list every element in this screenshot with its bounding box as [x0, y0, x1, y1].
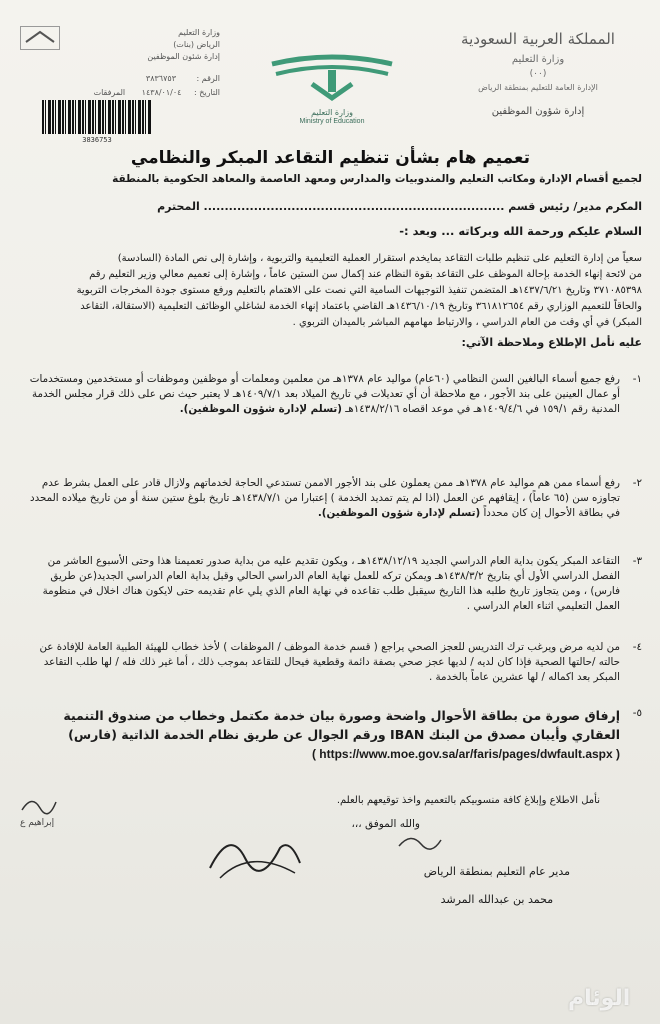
addressee: المكرم مدير/ رئيس قسم ........................................................................ المحترم	[157, 200, 642, 213]
arrow-stamp-icon	[20, 26, 60, 50]
date-value: ١٤٣٨/٠١/٠٤	[141, 88, 182, 97]
closing-phrase: والله الموفق ،،،	[351, 818, 420, 830]
item-number: ٥-	[632, 707, 642, 719]
list-item	[20, 476, 642, 521]
ministry-logo	[262, 50, 402, 130]
kingdom-name: المملكة العربية السعودية	[461, 30, 615, 48]
intro-line: المبكر) في أي وقت من العام الدراسي ، والارتباط مهامهم المباشر بالميدان التربوي .	[292, 317, 642, 328]
item-number: ٤-	[632, 641, 642, 653]
left-ministry: وزارة التعليم	[178, 28, 220, 37]
item-text: إرفاق صورة من بطاقة الأحوال واضحة وصورة بيان خدمة مكتمل وخطاب من صندوق التنمية العقاري وأيبان مصدق من البنك IBAN ورقم الجوال عن طريق نظام الخدمة الذاتية (فارس)	[63, 708, 620, 742]
logo-text-en: Ministry of Education	[299, 118, 365, 125]
date-label: التاريخ :	[193, 88, 220, 97]
intro-line: ٣٧١٠٨٥٣٩٨ وتاريخ ١٤٣٧/٦/٢١هـ المتضمن تنفيذ التوجيهات السامية التي نصت على الاهتمام بالتعليم ورفع مستوى جودة المخرجات التربوية	[76, 285, 642, 296]
recipients: لجميع أقسام الإدارة ومكاتب التعليم والمندوبيات والمدارس ومعهد العاصمة والمعاهد الحكومية بالمنطقة	[112, 173, 642, 185]
list-item	[20, 372, 642, 417]
left-region: الرياض (بنات)	[173, 40, 220, 49]
ministry-header	[438, 30, 638, 117]
section-name: إدارة شؤون الموظفين	[491, 106, 585, 117]
general-admin: الإدارة العامة للتعليم بمنطقة الرياض	[478, 83, 598, 92]
intro-line: والحاقاً للتعميم الوزاري رقم ٣٦١٨١٢٦٥٤ وتاريخ ١٤٣٦/١٠/١٩هـ القاضي باعتماد إنهاء الخدمة لشاغلي الوظائف التعليمية (الاستقالة، التقاعد	[80, 301, 642, 312]
initials-text: إبراهيم ع	[20, 818, 55, 828]
item-number: ٢-	[632, 477, 642, 489]
item-number: ٣-	[632, 555, 642, 567]
list-item	[20, 640, 642, 685]
intro-line: سعياً من إدارة التعليم على تنظيم طلبات التقاعد بمايخدم استقرار العملية التعليمية والتربوية ، وإشارة إلى نص المادة (السادسة)	[117, 253, 642, 264]
item-text: رفع أسماء ممن هم مواليد عام ١٣٧٨هـ ممن يعملون على بند الأجور الاممن تستدعي الحاجة لخدماتهم ولازال قادر على العمل بشرط عدم تجاوزه سن (٦٥ عاماً) ، إيقافهم عن العمل (اذا لم يتم تمديد الخدمة ) إعتبارا من ١٤٣٨/٧/١هـ تاريخ بلوغ ستين سنة أو من تاريخ ميلاده المحدد في بطاقة الأحوال إن كان محدداً	[30, 477, 620, 519]
left-dept: إدارة شئون الموظفين	[147, 52, 220, 61]
intro-line: من لائحة إنهاء الخدمة بإحالة الموظف على التقاعد بقوة النظام عند إكمال سن الستين عاماً ، وإشارة إلى تعميم معالي وزير التعليم رقم	[89, 269, 642, 280]
greeting: السلام عليكم ورحمة الله وبركاته ... وبعد :-	[399, 224, 642, 238]
closing-request: نأمل الاطلاع وإبلاغ كافة منسوبيكم بالتعميم واخذ توقيعهم بالعلم.	[336, 795, 600, 806]
item-text: التقاعد المبكر يكون بداية العام الدراسي الجديد ١٤٣٨/١٢/١٩هـ ، ويكون تقديم عليه من بداية صدور تعميمنا هذا وحتى الأسبوع العاشر من الفصل الدراسي الأول أي بتاريخ ١٤٣٨/٣/٢هـ ويمكن تركه للعمل نهاية العام الدراسي الحالي وقبل بداية العام الدراسي الجديد(عن طريق فارس) ، ومن يتجاوز تاريخ طلبه هذا التاريخ سيقبل طلب تقاعده في نهاية العام الذي يلي عام تقديمه حتى لايكون هناك اخلال في منظومة العمل التعليمي اثناء العام الدراسي .	[42, 555, 620, 612]
list-item	[20, 706, 642, 764]
item-tail: (تسلم لإدارة شؤون الموظفين).	[317, 507, 481, 519]
signature-block	[424, 858, 570, 914]
signatory-name: محمد بن عبدالله المرشد	[440, 893, 554, 906]
book-logo-icon	[262, 50, 402, 108]
initial-mark-icon	[18, 790, 58, 820]
item-number: ١-	[632, 373, 642, 385]
signature-scribble-icon	[200, 818, 310, 888]
item-tail: (تسلم لإدارة شؤون الموظفين).	[179, 403, 342, 415]
logo-text-ar: وزارة التعليم	[311, 108, 353, 117]
item-text: من لديه مرض ويرغب ترك التدريس للعجز الصحي يراجع ( قسم خدمة الموظف / الموظفات ) لأخذ خطاب للهيئة الطبية العامة للإفادة عن حالته /حالتها الصحية فإذا كان لديه / لديها عجز صحي بصفة دائمة وقطعية فيحال للتقاعد بموجب ذلك ، أما غير ذلك فله / لها طلب التقاعد المبكر بعد اكماله / لها عشرين عاماً بالخدمة .	[39, 641, 620, 683]
document-title: تعميم هام بشأن تنظيم التقاعد المبكر والنظامي	[130, 148, 530, 168]
ref-label: الرقم :	[196, 74, 220, 83]
item-link: ( https://www.moe.gov.sa/ar/faris/pages/dwfault.aspx )	[311, 747, 620, 761]
note-line: عليه نأمل الإطلاع وملاحظة الآتي:	[461, 336, 642, 349]
barcode	[42, 100, 152, 134]
list-item	[20, 554, 642, 614]
signatory-title: مدير عام التعليم بمنطقة الرياض	[423, 865, 570, 878]
watermark-logo: الوئام	[568, 986, 631, 1011]
attach-label: المرفقات	[93, 88, 126, 97]
item-text: رفع جميع أسماء البالغين السن النظامي (٦٠عام) مواليد عام ١٣٧٨هـ من معلمين ومعلمات أو موظفين وموظفات أو مستخدمين ومستخدمات أو عمال العينين على بند الأجور ، مع ملاحظة أن أي تعديلات في تاريخ الميلاد بعد ١٤٠٩/٧/١هـ لا يعتبر حيث نص على ذلك قرار مجلس الخدمة المدنية رقم ١٥٩/١ في ١٤٠٩/٤/٦هـ في موعد اقصاه ١٤٣٨/٢/١٦هـ	[29, 373, 620, 415]
dept-code: (٠٠)	[529, 69, 547, 79]
ministry-name: وزارة التعليم	[511, 54, 565, 65]
barcode-number: 3836753	[82, 136, 112, 144]
ref-value: ٣٨٣٦٧٥٣	[145, 74, 176, 83]
initial-mark-icon	[395, 830, 445, 854]
